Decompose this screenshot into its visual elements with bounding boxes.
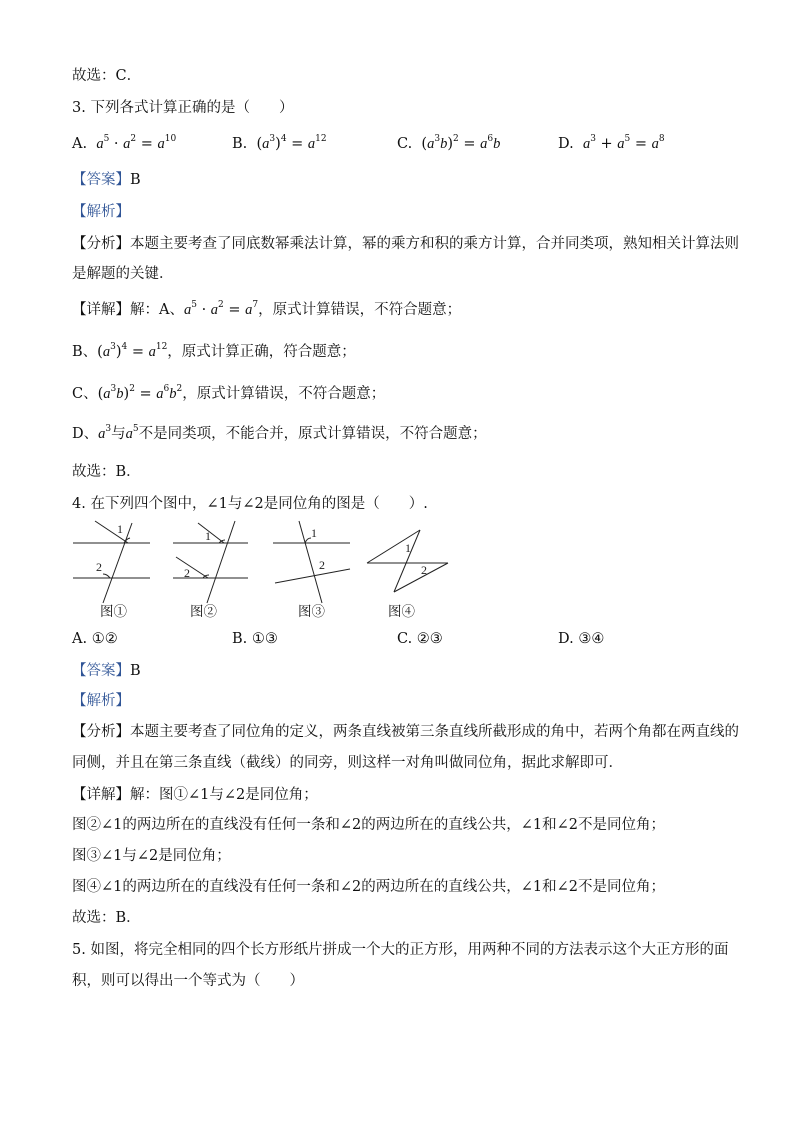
- fig2-angle1-label: 1: [205, 529, 211, 543]
- q3-stem: 3. 下列各式计算正确的是（ ）: [72, 100, 294, 116]
- q3-detail-d: D、$a^3$与$a^5$不是同类项，不能合并，原式计算错误，不符合题意；: [72, 424, 487, 442]
- q4-fenxi-line2: 同侧，并且在第三条直线（截线）的同旁，则这样一对角叫做同位角，据此求解即可．: [72, 755, 623, 771]
- q3-answer: 【答案】B: [72, 172, 141, 188]
- figure-1: [73, 521, 150, 603]
- q3-detail-a: 【详解】解：A、$a^5 \cdot a^2 = a^7$，原式计算错误，不符合题意；: [72, 300, 462, 318]
- q4-detail-1: 【详解】解：图①∠1与∠2是同位角；: [72, 787, 318, 803]
- q4-detail-2: 图②∠1的两边所在的直线没有任何一条和∠2的两边所在的直线公共，∠1和∠2不是同位角；: [72, 817, 665, 833]
- fig4-angle2-label: 2: [421, 563, 427, 577]
- q4-detail-3: 图③∠1与∠2是同位角；: [72, 848, 231, 864]
- q3-detail-c: C、$(a^3b)^2 = a^6b^2$，原式计算错误，不符合题意；: [72, 384, 386, 402]
- q3-analysis-tag: 【解析】: [72, 204, 130, 220]
- q4-answer: 【答案】B: [72, 663, 141, 679]
- q3-detail-b: B、$(a^3)^4 = a^{12}$，原式计算正确，符合题意；: [72, 342, 356, 360]
- fig1-caption: 图①: [100, 604, 127, 620]
- figure-4: [367, 530, 448, 592]
- q4-conclusion: 故选：B．: [72, 910, 141, 926]
- q3-option-b: B. $(a^3)^4 = a^{12}$: [232, 134, 327, 152]
- fig2-angle2-label: 2: [184, 566, 190, 580]
- q4-option-d: D. ③④: [558, 631, 605, 647]
- fig3-angle1-label: 1: [311, 526, 317, 540]
- q5-stem-line2: 积，则可以得出一个等式为（ ）: [72, 973, 304, 989]
- fig1-angle2-label: 2: [96, 560, 102, 574]
- q3-option-c: C. $(a^3b)^2 = a^6b$: [397, 134, 501, 152]
- q4-fenxi-line1: 【分析】本题主要考查了同位角的定义，两条直线被第三条直线所截形成的角中，若两个角都在两直线的: [72, 724, 739, 740]
- fig4-caption: 图④: [388, 604, 415, 620]
- fig2-caption: 图②: [190, 604, 217, 620]
- q4-stem: 4. 在下列四个图中，∠1与∠2是同位角的图是（ ）.: [72, 496, 428, 512]
- q3-option-d: D. $a^3 + a^5 = a^8$: [558, 134, 665, 152]
- fig4-angle1-label: 1: [405, 541, 411, 555]
- q3-conclusion: 故选：B．: [72, 464, 141, 480]
- q4-option-c: C. ②③: [397, 631, 443, 647]
- q2-conclusion: 故选：C．: [72, 68, 142, 84]
- q4-detail-4: 图④∠1的两边所在的直线没有任何一条和∠2的两边所在的直线公共，∠1和∠2不是同位角；: [72, 879, 665, 895]
- q4-option-b: B. ①③: [232, 631, 278, 647]
- q3-fenxi-line2: 是解题的关键．: [72, 266, 174, 282]
- fig1-angle1-label: 1: [117, 522, 123, 536]
- q5-stem-line1: 5. 如图，将完全相同的四个长方形纸片拼成一个大的正方形，用两种不同的方法表示这个大正方形的面: [72, 942, 729, 958]
- fig3-caption: 图③: [298, 604, 325, 620]
- q3-option-a: A. $a^5 \cdot a^2 = a^{10}$: [72, 134, 177, 152]
- q3-fenxi-line1: 【分析】本题主要考查了同底数幂乘法计算，幂的乘方和积的乘方计算，合并同类项，熟知相关计算法则: [72, 236, 739, 252]
- fig3-angle2-label: 2: [319, 558, 325, 572]
- q4-option-a: A. ①②: [72, 631, 118, 647]
- q4-analysis-tag: 【解析】: [72, 693, 130, 709]
